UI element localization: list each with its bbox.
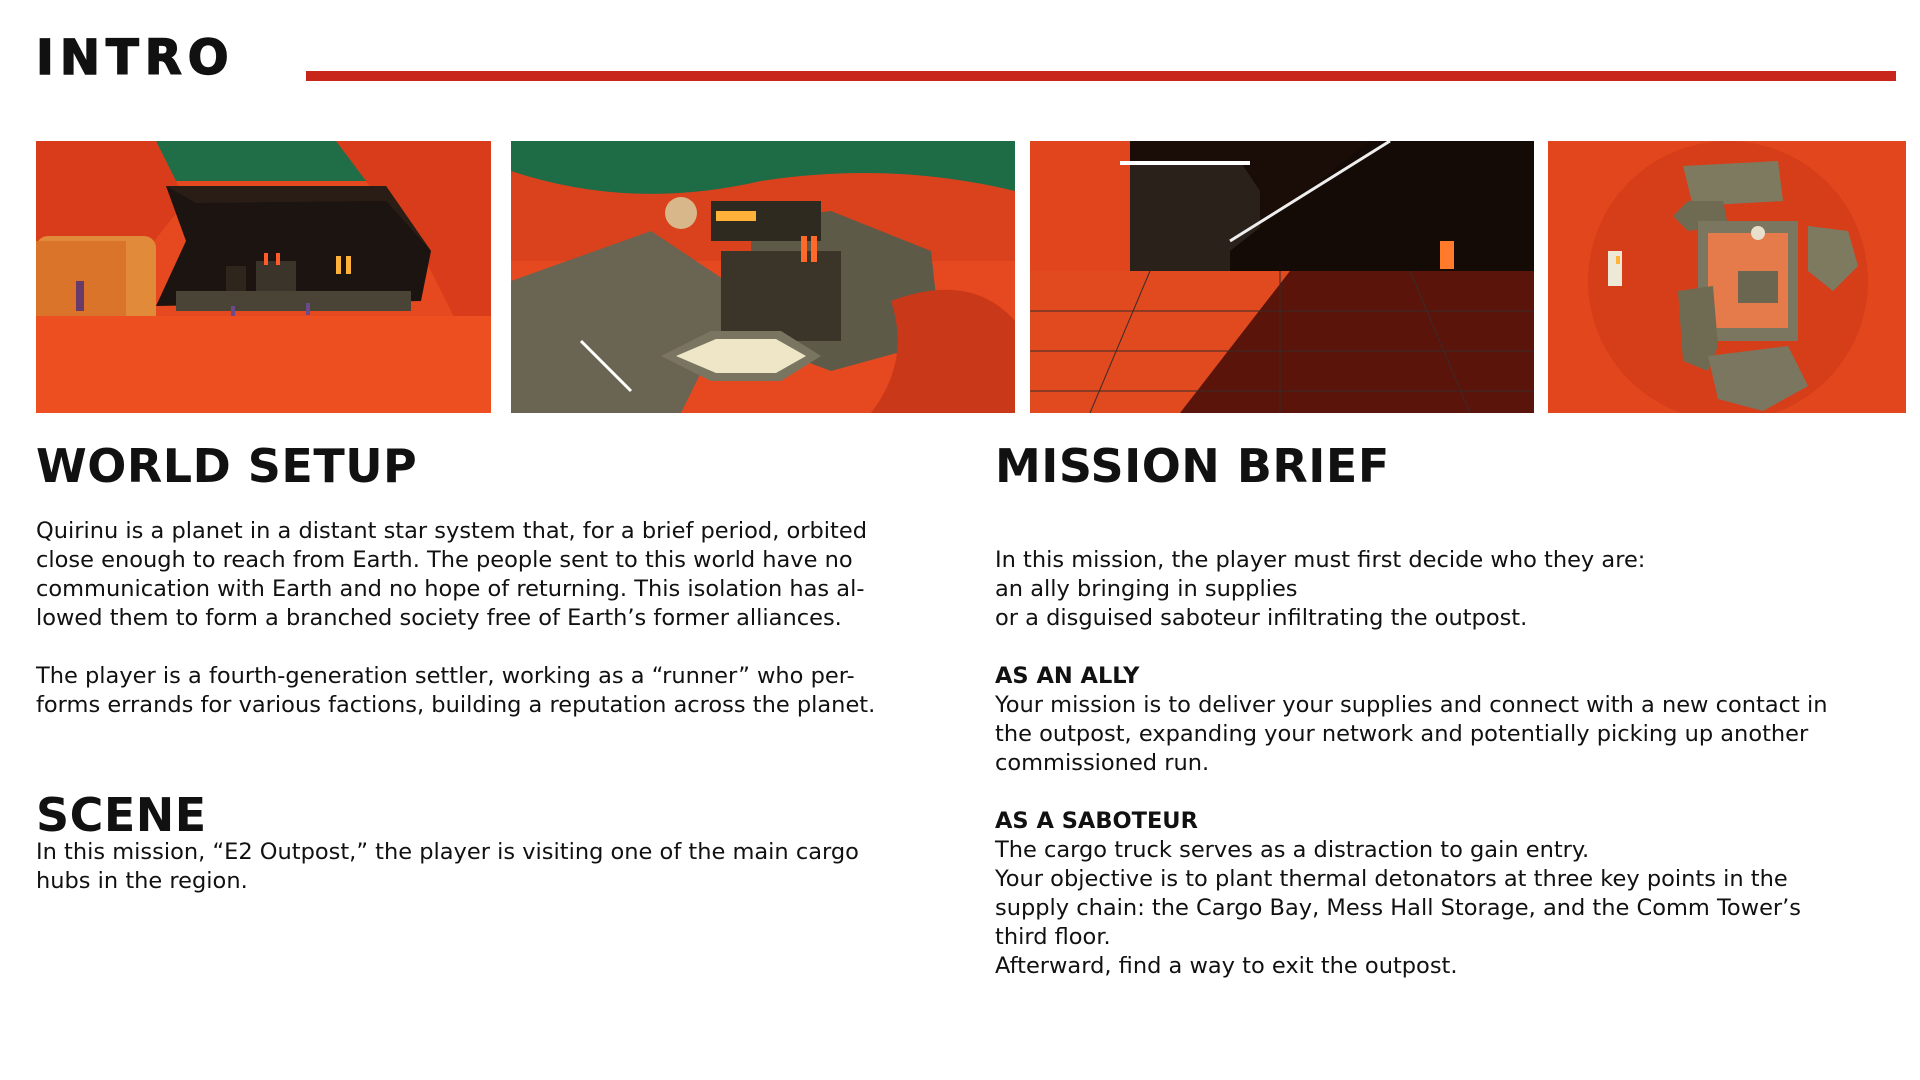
mission-brief-body — [995, 546, 1910, 981]
world-setup-line: forms errands for various factions, building a reputation across the planet. — [36, 692, 876, 718]
scene-body — [36, 838, 996, 896]
world-setup-line: Quirinu is a planet in a distant star system that, for a brief period, orbited — [36, 518, 867, 544]
world-setup-line: close enough to reach from Earth. The people sent to this world have no — [36, 547, 853, 573]
cave-entrance-scene-icon — [36, 141, 491, 413]
corridor-interior-scene-icon — [1030, 141, 1534, 413]
ally-subheading: AS AN ALLY — [995, 663, 1140, 689]
corridor-interior-image — [1030, 141, 1534, 413]
scene-line: hubs in the region. — [36, 868, 248, 894]
saboteur-line: Your objective is to plant thermal detonators at three key points in the — [995, 866, 1788, 892]
world-setup-body — [36, 517, 996, 720]
top-down-map-scene-icon — [1548, 141, 1906, 413]
ally-line: the outpost, expanding your network and potentially picking up another — [995, 721, 1809, 747]
header-divider — [306, 71, 1896, 81]
mission-brief-heading: MISSION BRIEF — [995, 439, 1390, 493]
scene-heading: SCENE — [36, 788, 207, 842]
mission-intro-line: or a disguised saboteur infiltrating the outpost. — [995, 605, 1528, 631]
saboteur-line: Afterward, find a way to exit the outpost. — [995, 953, 1458, 979]
saboteur-line: supply chain: the Cargo Bay, Mess Hall Storage, and the Comm Tower’s — [995, 895, 1802, 921]
world-setup-heading: WORLD SETUP — [36, 439, 418, 493]
saboteur-subheading: AS A SABOTEUR — [995, 808, 1198, 834]
saboteur-line: The cargo truck serves as a distraction to gain entry. — [995, 837, 1590, 863]
outpost-overview-scene-icon — [511, 141, 1015, 413]
ally-line: commissioned run. — [995, 750, 1210, 776]
page-title: INTRO — [36, 30, 235, 86]
ally-line: Your mission is to deliver your supplies and connect with a new contact in — [995, 692, 1828, 718]
outpost-overview-image — [511, 141, 1015, 413]
saboteur-line: third floor. — [995, 924, 1111, 950]
world-setup-line: lowed them to form a branched society free of Earth’s former alliances. — [36, 605, 842, 631]
mission-intro-line: In this mission, the player must first decide who they are: — [995, 547, 1646, 573]
mission-intro-line: an ally bringing in supplies — [995, 576, 1298, 602]
world-setup-line: communication with Earth and no hope of returning. This isolation has al- — [36, 576, 865, 602]
cave-entrance-image — [36, 141, 491, 413]
world-setup-line: The player is a fourth-generation settler, working as a “runner” who per- — [36, 663, 855, 689]
top-down-map-image — [1548, 141, 1906, 413]
scene-line: In this mission, “E2 Outpost,” the player is visiting one of the main cargo — [36, 839, 859, 865]
